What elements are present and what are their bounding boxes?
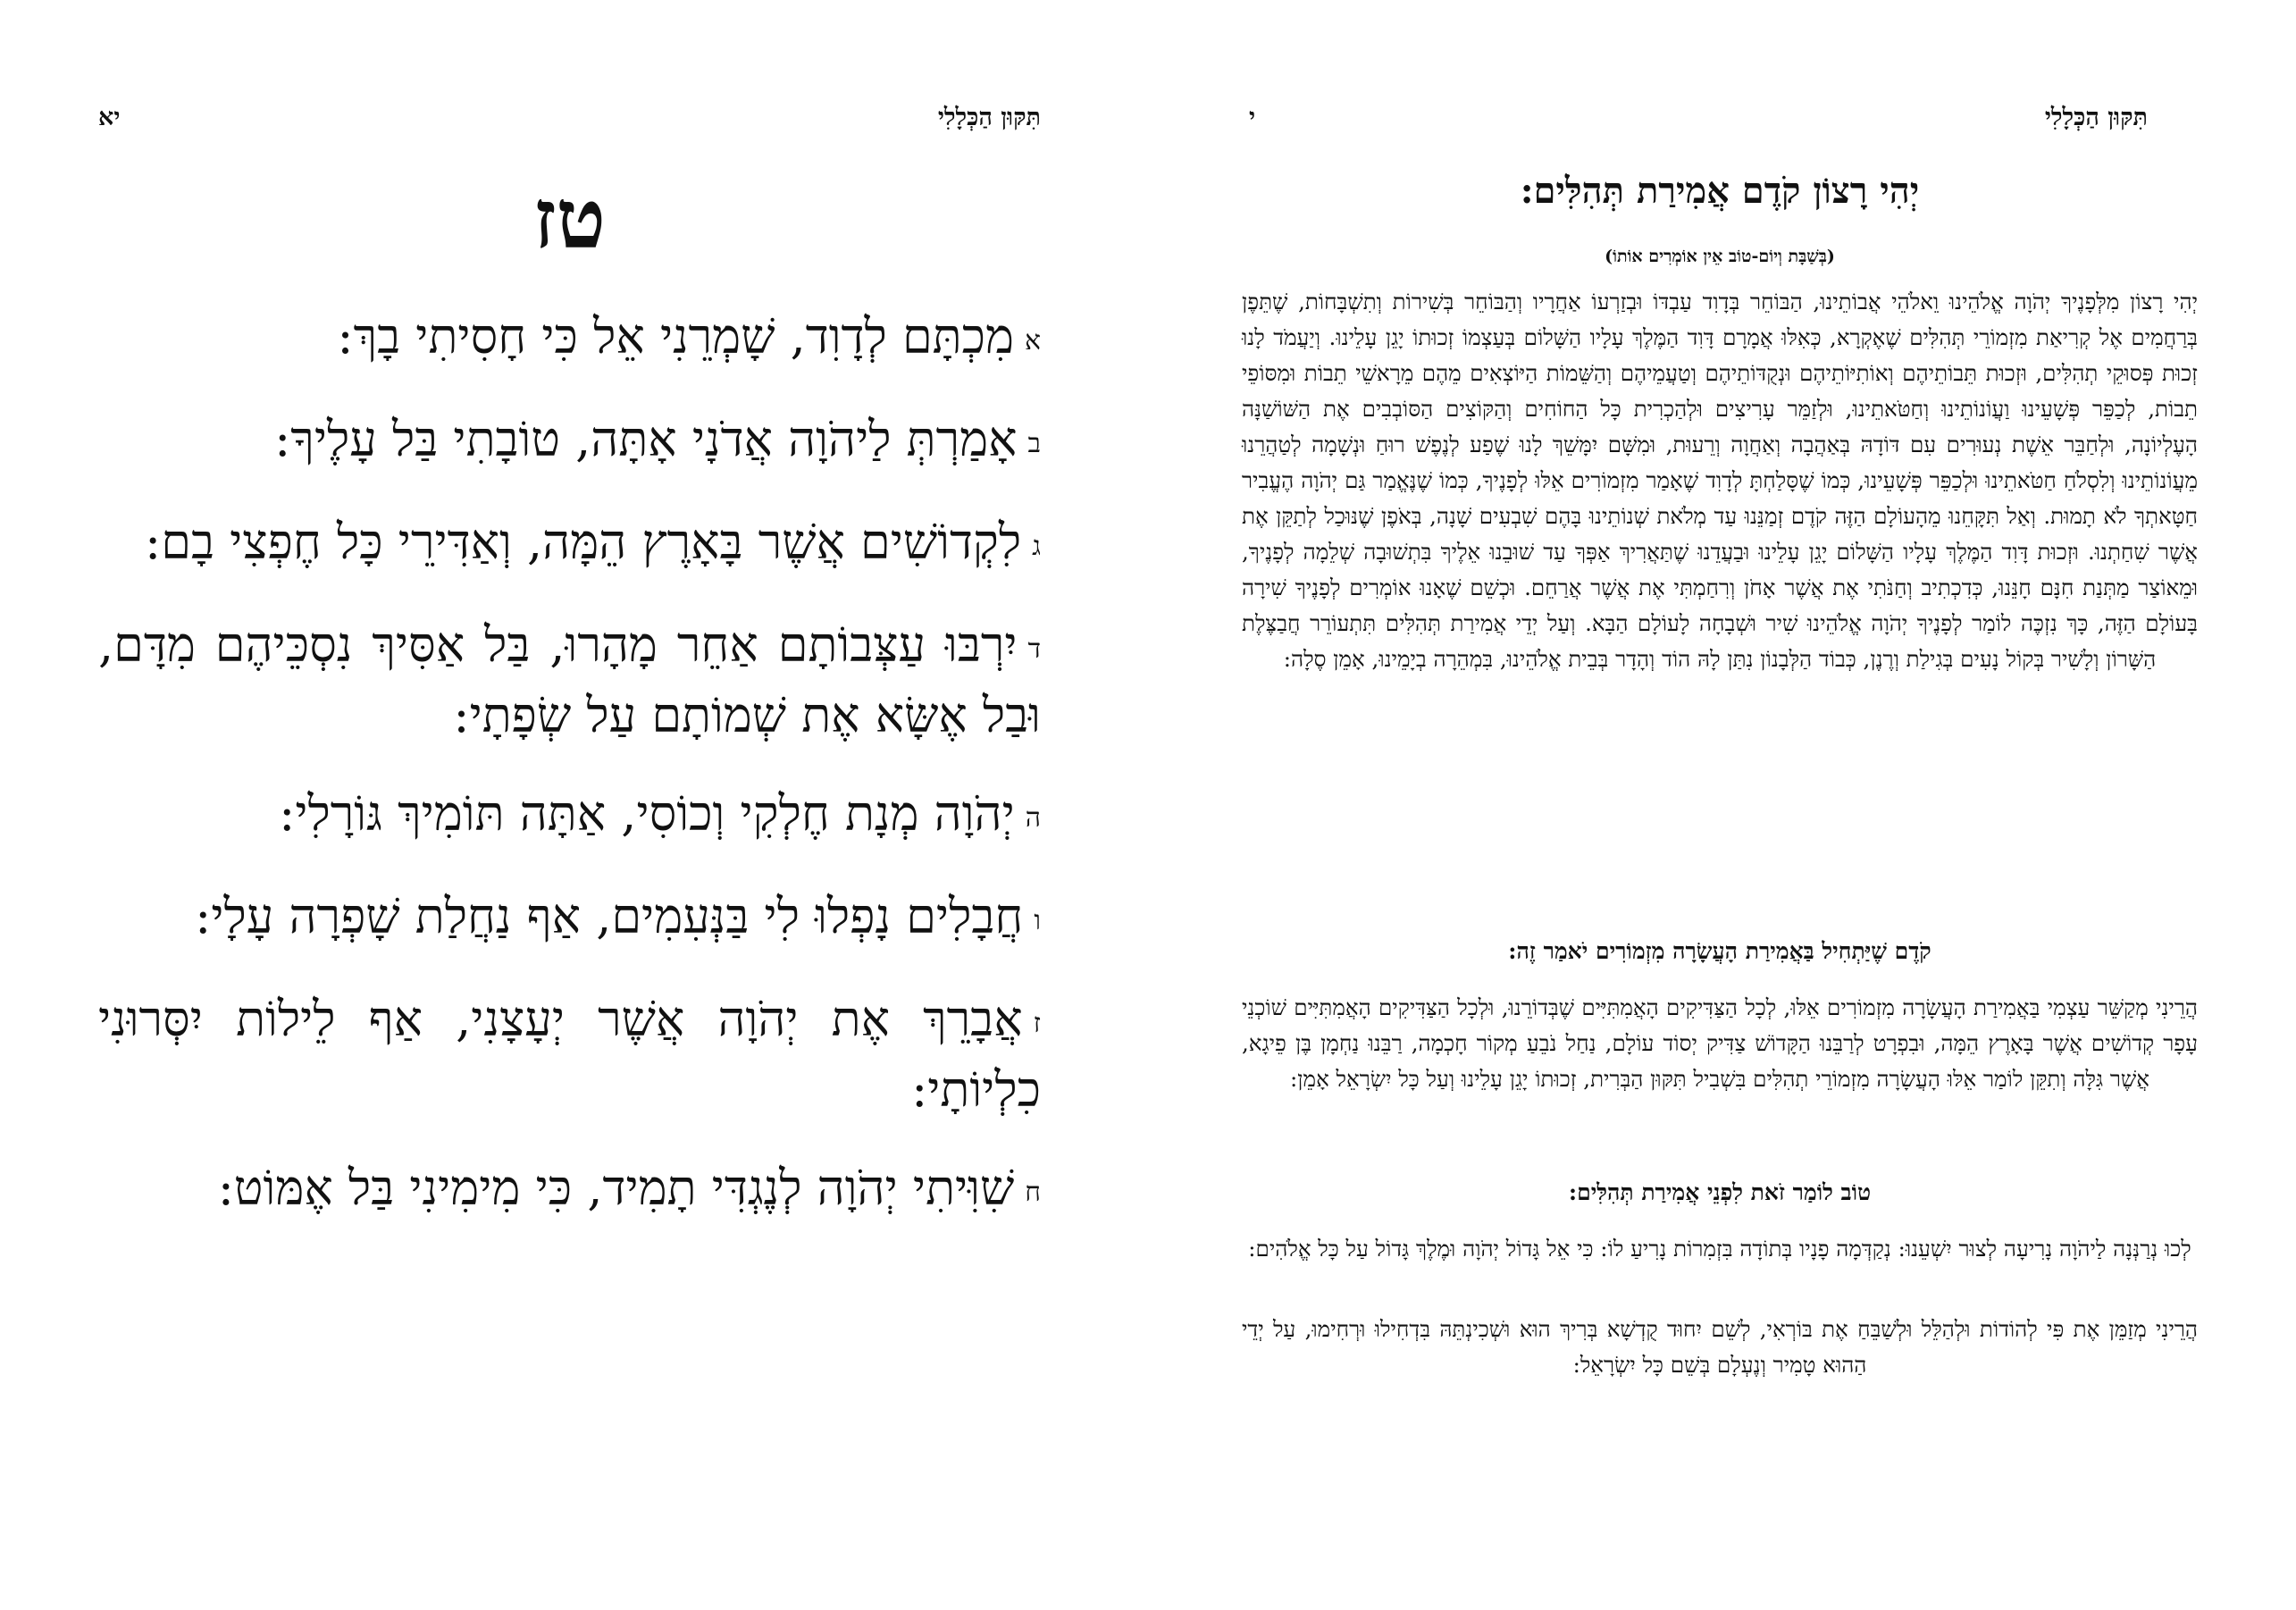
verse: [98, 509, 1041, 580]
verse-number: ה: [1025, 802, 1041, 834]
verse-text: יְהֹוָה מְנָת חֶלְקִי וְכוֹסִי, אַתָּה תּוֹמִיךְ גּוֹרָלִי:: [279, 785, 1015, 842]
verse-text: לִקְדוֹשִׁים אֲשֶׁר בָּאָרֶץ הֵמָּה, וְאַדִּירֵי כָּל חֶפְצִי בָם:: [145, 514, 1022, 570]
verse-text: יִרְבּוּ עַצְּבוֹתָם אַחֵר מָהָרוּ, בַּל אַסִּיךְ נִסְכֵּיהֶם מִדָּם, וּבַל אֶשָּׂא אֶת שְׁמוֹתָם עַל שְׂפָתָי:: [98, 616, 1041, 743]
subheading: טוֹב לוֹמַר זֹאת לִפְנֵי אֲמִירַת תְּהִלִּים:: [1568, 1179, 1872, 1205]
verse: [98, 781, 1041, 851]
verse-number: ו: [1034, 905, 1041, 936]
verse-number: ח: [1025, 1177, 1041, 1208]
verse: [98, 986, 1041, 1123]
section-heading: יְהִי רָצוֹן קֹדֶם אֲמִירַת תְּהִלִּים:: [1520, 170, 1920, 212]
verse-list: [98, 304, 1041, 1258]
lechu-paragraph: לְכוּ נְרַנְּנָה לַיהֹוָה נָרִיעָה לְצוּר יִשְׁעֵנוּ: נְקַדְּמָה פָנָיו בְּתוֹדָה בִּזְמִרוֹת נָרִיעַ לוֹ: כִּי אֵל גָּדוֹל יְהֹוָה וּמֶלֶךְ גָּדוֹל עַל כָּל אֱלֹהִים:: [1248, 1236, 2191, 1262]
verse-text: אָמַרְתְּ לַיהֹוָה אֲדֹנָי אָתָּה, טוֹבָתִי בַּל עָלֶיךָ:: [274, 411, 1018, 467]
prayer-paragraph: יְהִי רָצוֹן מִלְּפָנֶיךָ יְהֹוָה אֱלֹהֵינוּ וֵאלֹהֵי אֲבוֹתֵינוּ, הַבּוֹחֵר בְּדָוִד עַבְדּוֹ וּבְזַרְעוֹ אַחֲרָיו וְהַבּוֹחֵר בְּשִׁירוֹת וְתִשְׁבָּחוֹת, שֶׁתֵּפֶן בְּרַחֲמִים אֶל קְרִיאַת מִזְמוֹרֵי תְּהִלִּים שֶׁאֶקְרָא, כְּאִלּוּ אֲמָרָם דָּוִד הַמֶּלֶךְ עָלָיו הַשָּׁלוֹם בְּעַצְמוֹ זְכוּתוֹ יָגֵן עָלֵינוּ. וְיַעֲמֹד לָנוּ זְכוּת פְּסוּקֵי תְהִלִּים, וּזְכוּת תֵּבוֹתֵיהֶם וְאוֹתִיּוֹתֵיהֶם וּנְקֻדּוֹתֵיהֶם וְטַעֲמֵיהֶם וְהַשֵּׁמוֹת הַיּוֹצְאִים מֵהֶם מֵרָאשֵׁי תֵבוֹת וּמִסּוֹפֵי תֵבוֹת, לְכַפֵּר פְּשָׁעֵינוּ וַעֲוֹנוֹתֵינוּ וְחַטֹּאתֵינוּ, וּלְזַמֵּר עָרִיצִים וּלְהַכְרִית כָּל הַחוֹחִים וְהַקּוֹצִים הַסּוֹבְבִים אֶת הַשּׁוֹשַׁנָּה הָעֶלְיוֹנָה, וּלְחַבֵּר אֵשֶׁת נְעוּרִים עִם דּוֹדָהּ בְּאַהֲבָה וְאַחֲוָה וְרֵעוּת, וּמִשָּׁם יִמָּשֵׁךְ לָנוּ שֶׁפַע לְנֶפֶשׁ רוּחַ וּנְשָׁמָה לְטַהֲרֵנוּ מֵעֲוֹנוֹתֵינוּ וְלִסְלֹחַ חַטֹּאתֵינוּ וּלְכַפֵּר פְּשָׁעֵינוּ, כְּמוֹ שֶׁסָּלַחְתָּ לְדָוִד שֶׁאָמַר מִזְמוֹרִים אֵלּוּ לְפָנֶיךָ, כְּמוֹ שֶׁנֶּאֱמַר גַּם יְהֹוָה הֶעֱבִיר חַטָּאתְךָ לֹא תָמוּת. וְאַל תִּקָּחֵנוּ מֵהָעוֹלָם הַזֶּה קֹדֶם זְמַנֵּנוּ עַד מְלֹאת שְׁנוֹתֵינוּ בָּהֶם שִׁבְעִים שָׁנָה, בְּאֹפֶן שֶׁנּוּכַל לְתַקֵּן אֶת אֲשֶׁר שִׁחַתְנוּ. וּזְכוּת דָּוִד הַמֶּלֶךְ עָלָיו הַשָּׁלוֹם יָגֵן עָלֵינוּ וּבַעֲדֵנוּ שֶׁתַּאֲרִיךְ אַפְּךָ עַד שׁוּבֵנוּ אֵלֶיךָ בִּתְשׁוּבָה שְׁלֵמָה לְפָנֶיךָ, וּמֵאוֹצַר מַתְּנַת חִנָּם חָנֵּנוּ, כְּדִכְתִיב וְחַנֹּתִי אֶת אֲשֶׁר אָחֹן וְרִחַמְתִּי אֶת אֲשֶׁר אֲרַחֵם. וּכְשֵׁם שֶׁאָנוּ אוֹמְרִים לְפָנֶיךָ שִׁירָה בָּעוֹלָם הַזֶּה, כָּךְ נִזְכֶּה לוֹמַר לְפָנֶיךָ יְהֹוָה אֱלֹהֵינוּ שִׁיר וּשְׁבָחָה לָעוֹלָם הַבָּא. וְעַל יְדֵי אֲמִירַת תְּהִלִּים תִּתְעוֹרֵר חֲבַצֶּלֶת הַשָּׁרוֹן וְלָשִׁיר בְּקוֹל נָעִים בְּגִילַת וְרֶנֶן, כְּבוֹד הַלְּבָנוֹן נִתַּן לָהּ הוֹד וְהָדָר בְּבֵית אֱלֹהֵינוּ, בִּמְהֵרָה בְיָמֵינוּ, אָמֵן סֶלָה:: [1242, 289, 2198, 672]
running-title: תִּקּוּן הַכְּלָלִי: [2044, 104, 2148, 131]
declaration-paragraph: הֲרֵינִי מְקַשֵּׁר עַצְמִי בַּאֲמִירַת הָעֲשָׂרָה מִזְמוֹרִים אֵלּוּ, לְכָל הַצַּדִּיקִים הָאֲמִתִּיִּים שֶׁבְּדוֹרֵנוּ, וּלְכָל הַצַּדִּיקִים הָאֲמִתִּיִּים שׁוֹכְנֵי עָפָר קְדוֹשִׁים אֲשֶׁר בָּאָרֶץ הֵמָּה, וּבִפְרָט לְרַבֵּנוּ הַקָּדוֹשׁ צַדִּיק יְסוֹד עוֹלָם, נַחַל נֹבֵעַ מְקוֹר חָכְמָה, רַבֵּנוּ נַחְמָן בֶּן פֵיגָא, אֲשֶׁר גִּלָּה וְתִקֵּן לוֹמַר אֵלּוּ הָעֲשָׂרָה מִזְמוֹרֵי תְהִלִּים בִּשְׁבִיל תִּקּוּן הַבְּרִית, זְכוּתוֹ יָגֵן עָלֵינוּ וְעַל כָּל יִשְׂרָאֵל אָמֵן:: [1242, 994, 2198, 1092]
verse: [98, 304, 1041, 374]
left-page: [98, 0, 1041, 1610]
chapter-title: טז: [532, 171, 607, 267]
subheading: קֹדֶם שֶׁיַּתְחִיל בַּאֲמִירַת הָעֲשָׂרָה מִזְמוֹרִים יֹאמַר זֶה:: [1508, 938, 1931, 964]
verse: [98, 1155, 1041, 1226]
verse: [98, 612, 1041, 749]
hineni-paragraph: הֲרֵינִי מְזַמֵּן אֶת פִּי לְהוֹדוֹת וּלְהַלֵּל וּלְשַׁבֵּחַ אֶת בּוֹרְאִי, לְשֵׁם יִחוּד קֻדְשָׁא בְּרִיךְ הוּא וּשְׁכִינְתֵּהּ בִּדְחִילוּ וּרְחִימוּ, עַל יְדֵי הַהוּא טָמִיר וְנֶעְלָם בְּשֵׁם כָּל יִשְׂרָאֵל:: [1242, 1316, 2198, 1378]
verse-text: אֲבָרֵךְ אֶת יְהֹוָה אֲשֶׁר יְעָצָנִי, אַף לֵילוֹת יִסְּרוּנִי כִלְיוֹתָי:: [98, 991, 1041, 1118]
right-page: [1242, 0, 2198, 1610]
verse-number: ז: [1033, 1008, 1041, 1039]
verse-text: מִכְתָּם לְדָוִד, שָׁמְרֵנִי אֵל כִּי חָסִיתִי בָךְ:: [337, 308, 1014, 365]
verse-number: ד: [1027, 633, 1041, 665]
running-head-left: [98, 104, 1041, 139]
verse-text: חֲבָלִים נָפְלוּ לִי בַּנְּעִמִים, אַף נַחֲלַת שָׁפְרָה עָלָי:: [195, 888, 1024, 944]
verse-number: ג: [1032, 531, 1041, 562]
verse-number: ב: [1027, 428, 1041, 459]
page-number: י: [1249, 104, 1256, 131]
running-head-right: [1242, 104, 2198, 139]
page-number: יא: [98, 104, 121, 131]
verse-number: א: [1024, 325, 1041, 356]
verse: [98, 407, 1041, 477]
running-title: תִּקּוּן הַכְּלָלִי: [937, 104, 1041, 131]
section-note: (בְּשַׁבָּת וְיוֹם-טוֹב אֵין אוֹמְרִים אוֹתוֹ): [1605, 247, 1835, 266]
verse-text: שִׁוִּיתִי יְהֹוָה לְנֶגְדִּי תָמִיד, כִּי מִימִינִי בַּל אֶמּוֹט:: [217, 1160, 1015, 1216]
verse: [98, 884, 1041, 954]
